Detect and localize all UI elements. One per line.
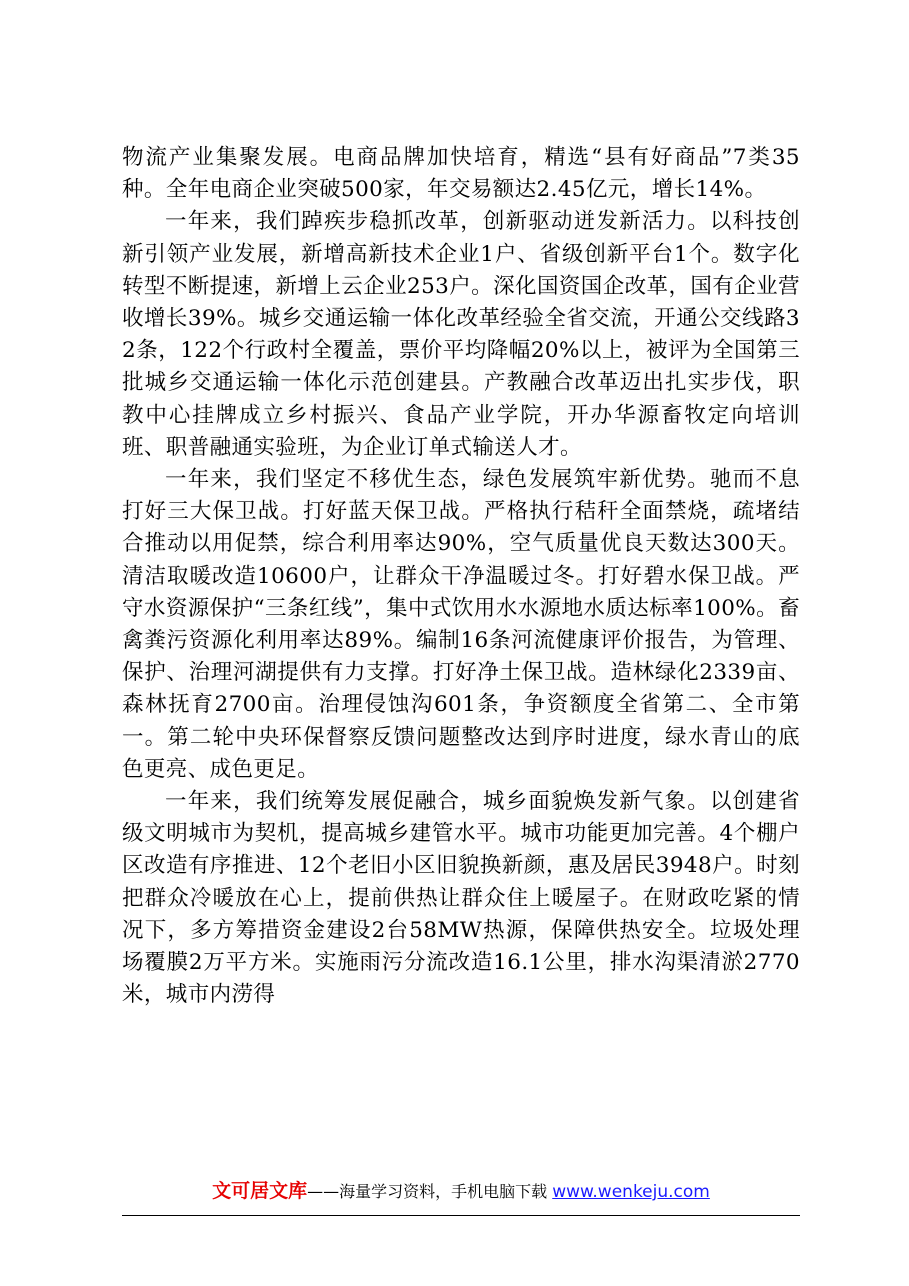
page-footer <box>122 1176 800 1216</box>
document-body <box>122 142 800 1011</box>
paragraph-ecology: 一年来，我们坚定不移优生态，绿色发展筑牢新优势。驰而不息打好三大保卫战。打好蓝天保卫战。严格执行秸秆全面禁烧，疏堵结合推动以用促禁，综合利用率达90%，空气质量优良天数达300天。清洁取暖改造10600户，让群众干净温暖过冬。打好碧水保卫战。严守水资源保护“三条红线”，集中式饮用水水源地水质达标率100%。畜禽粪污资源化利用率达89%。编制16条河流健康评价报告，为管理、保护、治理河湖提供有力支撑。打好净土保卫战。造林绿化2339亩、森林抚育2700亩。治理侵蚀沟601条，争资额度全省第二、全市第一。第二轮中央环保督察反馈问题整改达到序时进度，绿水青山的底色更亮、成色更足。 <box>122 467 800 782</box>
footer-brand: 文可居文库 <box>212 1180 308 1202</box>
footer-site-link[interactable]: www.wenkeju.com <box>552 1182 710 1202</box>
footer-divider <box>122 1215 800 1216</box>
footer-banner <box>122 1176 800 1203</box>
footer-tagline: ——海量学习资料，手机电脑下载 <box>307 1182 548 1201</box>
paragraph-reform: 一年来，我们踔疾步稳抓改革，创新驱动迸发新活力。以科技创新引领产业发展，新增高新技术企业1户、省级创新平台1个。数字化转型不断提速，新增上云企业253户。深化国资国企改革，国有企业营收增长39%。城乡交通运输一体化改革经验全省交流，开通公交线路32条，122个行政村全覆盖，票价平均降幅20%以上，被评为全国第三批城乡交通运输一体化示范创建县。产教融合改革迈出扎实步伐，职教中心挂牌成立乡村振兴、食品产业学院，开办华源畜牧定向培训班、职普融通实验班，为企业订单式输送人才。 <box>122 209 800 460</box>
paragraph-ecommerce: 物流产业集聚发展。电商品牌加快培育，精选“县有好商品”7类35种。全年电商企业突破500家，年交易额达2.45亿元，增长14%。 <box>122 145 800 203</box>
paragraph-urban-rural: 一年来，我们统筹发展促融合，城乡面貌焕发新气象。以创建省级文明城市为契机，提高城乡建管水平。城市功能更加完善。4个棚户区改造有序推进、12个老旧小区旧貌换新颜，惠及居民3948户。时刻把群众冷暖放在心上，提前供热让群众住上暖屋子。在财政吃紧的情况下，多方筹措资金建设2台58MW热源，保障供热安全。垃圾处理场覆膜2万平方米。实施雨污分流改造16.1公里，排水沟渠清淤2770米，城市内涝得 <box>122 789 800 1008</box>
